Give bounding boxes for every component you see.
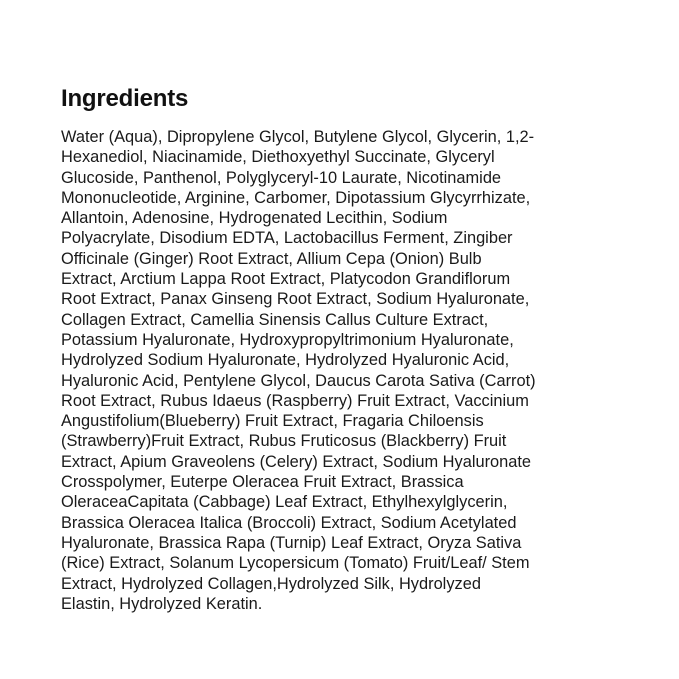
ingredients-line: Root Extract, Rubus Idaeus (Raspberry) Fruit Extract, Vaccinium: [61, 391, 529, 410]
ingredients-line: Extract, Apium Graveolens (Celery) Extract, Sodium Hyaluronate: [61, 452, 532, 471]
ingredients-line: Collagen Extract, Camellia Sinensis Callus Culture Extract,: [61, 310, 489, 329]
ingredients-line: Brassica Oleracea Italica (Broccoli) Extract, Sodium Acetylated: [61, 513, 517, 532]
ingredients-line: Glucoside, Panthenol, Polyglyceryl-10 Laurate, Nicotinamide: [61, 168, 502, 187]
ingredients-line: Hyaluronate, Brassica Rapa (Turnip) Leaf Extract, Oryza Sativa: [61, 533, 522, 552]
ingredients-line: Water (Aqua), Dipropylene Glycol, Butylene Glycol, Glycerin, 1,2-: [61, 128, 535, 146]
ingredients-line: Angustifolium(Blueberry) Fruit Extract, Fragaria Chiloensis: [61, 412, 484, 431]
ingredients-line: (Strawberry)Fruit Extract, Rubus Fruticosus (Blackberry) Fruit: [61, 432, 507, 451]
ingredients-title: Ingredients: [61, 85, 189, 112]
ingredients-panel: [61, 85, 621, 614]
ingredients-line: Mononucleotide, Arginine, Carbomer, Dipotassium Glycyrrhizate,: [61, 188, 531, 207]
ingredients-line: Officinale (Ginger) Root Extract, Allium Cepa (Onion) Bulb: [61, 249, 482, 268]
ingredients-line: (Rice) Extract, Solanum Lycopersicum (Tomato) Fruit/Leaf/ Stem: [61, 554, 530, 573]
ingredients-line: Hyaluronic Acid, Pentylene Glycol, Daucus Carota Sativa (Carrot): [61, 371, 536, 390]
ingredients-line: Crosspolymer, Euterpe Oleracea Fruit Extract, Brassica: [61, 473, 464, 492]
ingredients-line: Hexanediol, Niacinamide, Diethoxyethyl Succinate, Glyceryl: [61, 148, 495, 167]
ingredients-line: Elastin, Hydrolyzed Keratin.: [61, 594, 263, 613]
ingredients-line: Extract, Arctium Lappa Root Extract, Platycodon Grandiflorum: [61, 270, 511, 289]
ingredients-line: Potassium Hyaluronate, Hydroxypropyltrimonium Hyaluronate,: [61, 330, 514, 349]
ingredients-line: Root Extract, Panax Ginseng Root Extract, Sodium Hyaluronate,: [61, 290, 530, 309]
ingredients-line: OleraceaCapitata (Cabbage) Leaf Extract, Ethylhexylglycerin,: [61, 493, 508, 512]
ingredients-line: Extract, Hydrolyzed Collagen,Hydrolyzed Silk, Hydrolyzed: [61, 574, 481, 593]
ingredients-line: Polyacrylate, Disodium EDTA, Lactobacillus Ferment, Zingiber: [61, 229, 513, 248]
ingredients-line: Hydrolyzed Sodium Hyaluronate, Hydrolyzed Hyaluronic Acid,: [61, 351, 510, 370]
ingredients-list: [61, 127, 621, 614]
ingredients-line: Allantoin, Adenosine, Hydrogenated Lecithin, Sodium: [61, 209, 448, 228]
